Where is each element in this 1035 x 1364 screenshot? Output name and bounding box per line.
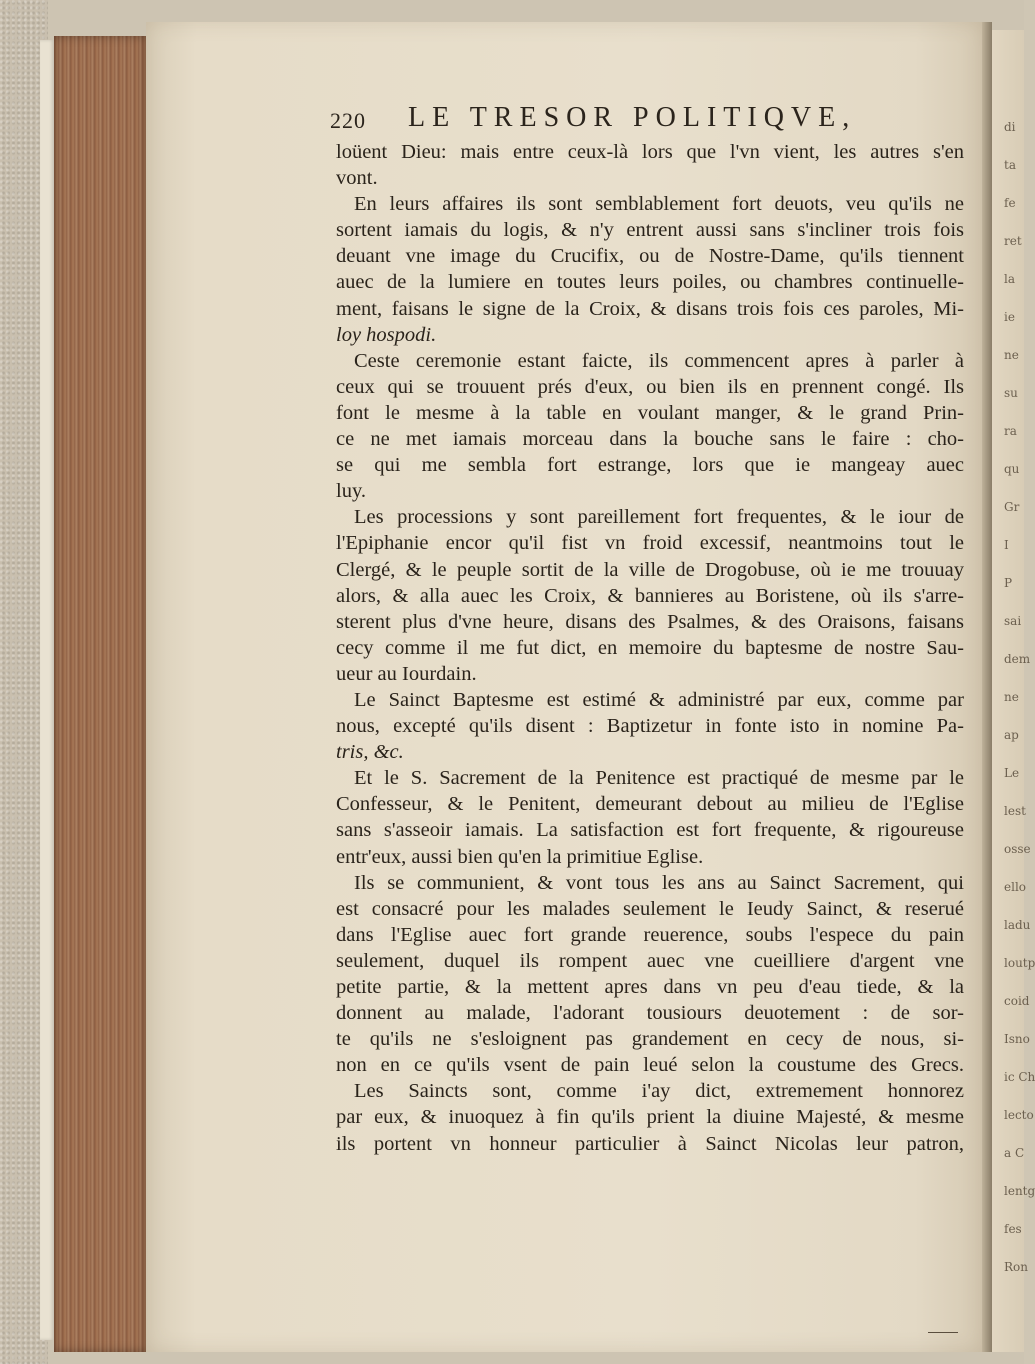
facing-page-fragment: ta [1004, 158, 1016, 172]
text-line: Les Saincts sont, comme i'ay dict, extremement honnorez [354, 1080, 964, 1103]
facing-page-fragment: loutp [1004, 956, 1035, 970]
text-line: loy hospodi. [336, 323, 437, 346]
text-line: non en ce qu'ils vsent de pain leué selon la coustume des Grecs. [336, 1054, 964, 1077]
page-gutter [982, 22, 992, 1352]
facing-page-fragment: ne [1004, 690, 1019, 704]
catchword-rule [928, 1332, 958, 1333]
text-line: Le Sainct Baptesme est estimé & administré par eux, comme par [354, 688, 964, 711]
text-line: se qui me sembla fort estrange, lors que ie mangeay auec [336, 454, 964, 477]
page-number: 220 [330, 108, 366, 133]
text-line: entr'eux, aussi bien qu'en la primitiue Eglise. [336, 845, 704, 868]
text-line: petite partie, & la mettent apres dans vn peu d'eau tiede, & la [336, 976, 964, 998]
text-line: sortent iamais du logis, & n'y entrent aussi sans s'incliner trois fois [336, 219, 964, 242]
facing-page-fragment: dem [1004, 652, 1031, 666]
text-line: deuant vne image du Crucifix, ou de Nostre-Dame, qu'ils tiennent [336, 245, 964, 268]
text-line: Clergé, & le peuple sortit de la ville de Drogobuse, où ie me trouuay [336, 558, 964, 581]
facing-page-fragment: I [1004, 538, 1009, 552]
facing-page-fragment: Gr [1004, 500, 1020, 514]
facing-page-fragment: coid [1004, 994, 1030, 1008]
text-line: sterent plus d'vne heure, disans des Psalmes, & des Oraisons, faisans [336, 610, 964, 633]
text-line: Confesseur, & le Penitent, demeurant debout au milieu de l'Eglise [336, 793, 964, 816]
text-line: Et le S. Sacrement de la Penitence est practiqué de mesme par le [354, 767, 964, 790]
facing-page-fragment: lest [1004, 804, 1026, 818]
text-line: est consacré pour les malades seulement le Ieudy Sainct, & reserué [336, 897, 964, 920]
text-line: ce ne met iamais morceau dans la bouche sans le faire : cho- [336, 428, 964, 451]
facing-page-fragment: ello [1004, 880, 1027, 894]
facing-page-fragment: fe [1004, 196, 1016, 210]
text-line: donnent au malade, l'adorant tousiours deuotement : de sor- [336, 1002, 964, 1025]
facing-page-fragment: di [1004, 120, 1016, 134]
facing-page-fragment: P [1004, 576, 1013, 590]
text-line: nous, excepté qu'ils disent : Baptizetur in fonte isto in nomine Pa- [336, 715, 964, 738]
text-line: Ceste ceremonie estant faicte, ils commencent apres à parler à [354, 349, 964, 372]
text-line: cecy comme il me fut dict, en memoire du baptesme de nostre Sau- [336, 636, 964, 659]
text-line: loüent Dieu: mais entre ceux-là lors que l'vn vient, les autres s'en [336, 141, 964, 163]
facing-page-fragment: Isno [1004, 1032, 1030, 1046]
text-line: dans l'Eglise auec fort grande reuerence, soubs l'espece du pain [336, 923, 964, 946]
facing-page-fragment: ne [1004, 348, 1019, 362]
text-line: l'Epiphanie encor qu'il fist vn froid excessif, neantmoins tout le [336, 532, 964, 555]
facing-page-fragment: sai [1004, 614, 1022, 628]
text-line: En leurs affaires ils sont semblablement fort deuots, veu qu'ils ne [354, 193, 964, 216]
text-line: ils portent vn honneur particulier à Sainct Nicolas leur patron, [336, 1132, 964, 1155]
facing-page-fragment: ie [1004, 310, 1015, 324]
text-line: tris, &c. [336, 741, 404, 764]
text-line: auec de la lumiere en toutes leurs poiles, ou chambres continuelle- [336, 271, 964, 294]
facing-page-fragment: osse [1004, 842, 1031, 856]
text-line: te qu'ils ne s'esloignent pas grandement en cecy de nous, si- [336, 1028, 964, 1051]
facing-page-fragment: ret [1004, 234, 1022, 248]
facing-page-fragment: Le [1004, 766, 1020, 780]
text-line: font le mesme à la table en voulant manger, & le grand Prin- [336, 401, 964, 424]
facing-page-fragment: ra [1004, 424, 1017, 438]
facing-page-fragment: ladu [1004, 918, 1031, 932]
running-head [330, 102, 890, 136]
facing-page-fragment: Ron [1004, 1260, 1028, 1274]
text-line: seulement, duquel ils rompent auec vne cueilliere d'argent vne [336, 949, 964, 972]
facing-page-fragment: la [1004, 272, 1015, 286]
text-line: ueur au Iourdain. [336, 662, 477, 685]
running-head-title: LE TRESOR POLITIQVE, [408, 102, 857, 133]
text-line: vont. [336, 167, 378, 190]
text-line: sans s'asseoir iamais. La satisfaction est fort frequente, & rigoureuse [336, 819, 964, 842]
text-line: alors, & alla auec les Croix, & bannieres au Boristene, où ils s'arre- [336, 584, 964, 607]
text-line: luy. [336, 480, 366, 503]
text-line: Les processions y sont pareillement fort frequentes, & le iour de [354, 506, 964, 529]
facing-page-fragment: ap [1004, 728, 1019, 742]
text-line: Ils se communient, & vont tous les ans au Sainct Sacrement, qui [354, 871, 964, 894]
body-text [336, 139, 964, 1157]
facing-page-fragment: su [1004, 386, 1018, 400]
text-line: par eux, & inuoquez à fin qu'ils prient la diuine Majesté, & mesme [336, 1106, 964, 1129]
facing-page-fragment: qu [1004, 462, 1020, 476]
cover-edge [40, 40, 54, 1340]
text-line: ment, faisans le signe de la Croix, & disans trois fois ces paroles, Mi- [336, 297, 964, 320]
facing-page-fragment: fes [1004, 1222, 1022, 1236]
facing-page-fragment: lentg [1004, 1184, 1035, 1198]
facing-page-fragment: lecto [1004, 1108, 1034, 1122]
facing-page-fragment: ic Ch [1004, 1070, 1035, 1084]
page-block-edges [54, 36, 146, 1352]
facing-page-fragment: a C [1004, 1146, 1025, 1160]
text-line: ceux qui se trouuent prés d'eux, ou bien ils en prennent congé. Ils [336, 375, 964, 398]
